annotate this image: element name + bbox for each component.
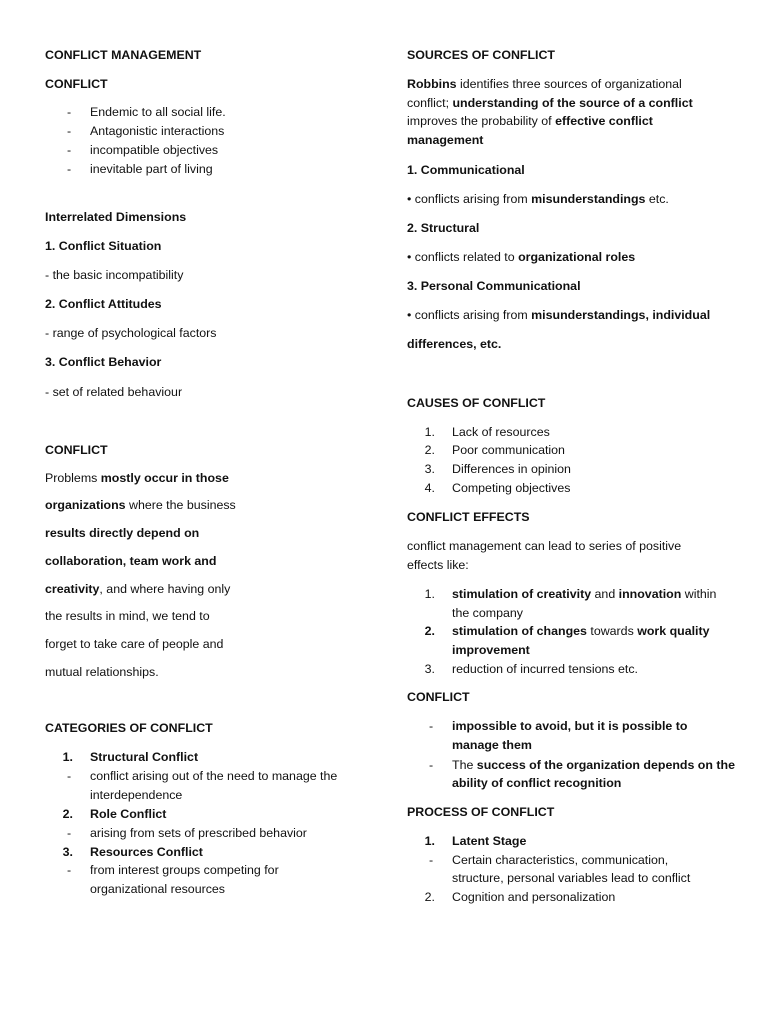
causes-heading: CAUSES OF CONFLICT: [407, 396, 546, 410]
paragraph-line: improves the probability of effective conflict: [407, 114, 653, 128]
source-2-text: • conflicts related to organizational roles: [407, 250, 636, 264]
process-heading: PROCESS OF CONFLICT: [407, 805, 555, 819]
source-3-text-cont: differences, etc.: [407, 337, 502, 351]
sources-heading: SOURCES OF CONFLICT: [407, 48, 555, 62]
dimension-1-text: - the basic incompatibility: [45, 268, 184, 282]
categories-heading: CATEGORIES OF CONFLICT: [45, 721, 213, 735]
source-3-title: 3. Personal Communicational: [407, 279, 581, 293]
effects-heading: CONFLICT EFFECTS: [407, 510, 530, 524]
paragraph-line: conflict; understanding of the source of a conflict: [407, 96, 693, 110]
dimension-2-title: 2. Conflict Attitudes: [45, 297, 162, 311]
conflict-heading-3: CONFLICT: [407, 690, 470, 704]
dimension-1-title: 1. Conflict Situation: [45, 239, 162, 253]
paragraph-line: organizations where the business: [45, 498, 236, 512]
paragraph-line: Robbins identifies three sources of organizational: [407, 77, 682, 91]
source-1-text: • conflicts arising from misunderstandings etc.: [407, 192, 669, 206]
paragraph-line: forget to take care of people and: [45, 637, 224, 651]
paragraph-line: results directly depend on: [45, 526, 200, 540]
paragraph-line: Problems mostly occur in those: [45, 471, 229, 485]
paragraph-line: management: [407, 133, 484, 147]
paragraph-line: collaboration, team work and: [45, 554, 217, 568]
paragraph-line: conflict management can lead to series of positive: [407, 539, 682, 553]
dimensions-heading: Interrelated Dimensions: [45, 210, 187, 224]
paragraph-line: the results in mind, we tend to: [45, 609, 210, 623]
conflict-heading: CONFLICT: [45, 77, 108, 91]
dimension-2-text: - range of psychological factors: [45, 326, 217, 340]
paragraph-line: effects like:: [407, 558, 469, 572]
paragraph-line: creativity, and where having only: [45, 582, 231, 596]
source-2-title: 2. Structural: [407, 221, 480, 235]
paragraph-line: mutual relationships.: [45, 665, 159, 679]
page-title: CONFLICT MANAGEMENT: [45, 48, 202, 62]
dimension-3-title: 3. Conflict Behavior: [45, 355, 162, 369]
source-3-text: • conflicts arising from misunderstandings, individual: [407, 308, 711, 322]
dimension-3-text: - set of related behaviour: [45, 385, 183, 399]
source-1-title: 1. Communicational: [407, 163, 525, 177]
conflict-heading-2: CONFLICT: [45, 443, 108, 457]
